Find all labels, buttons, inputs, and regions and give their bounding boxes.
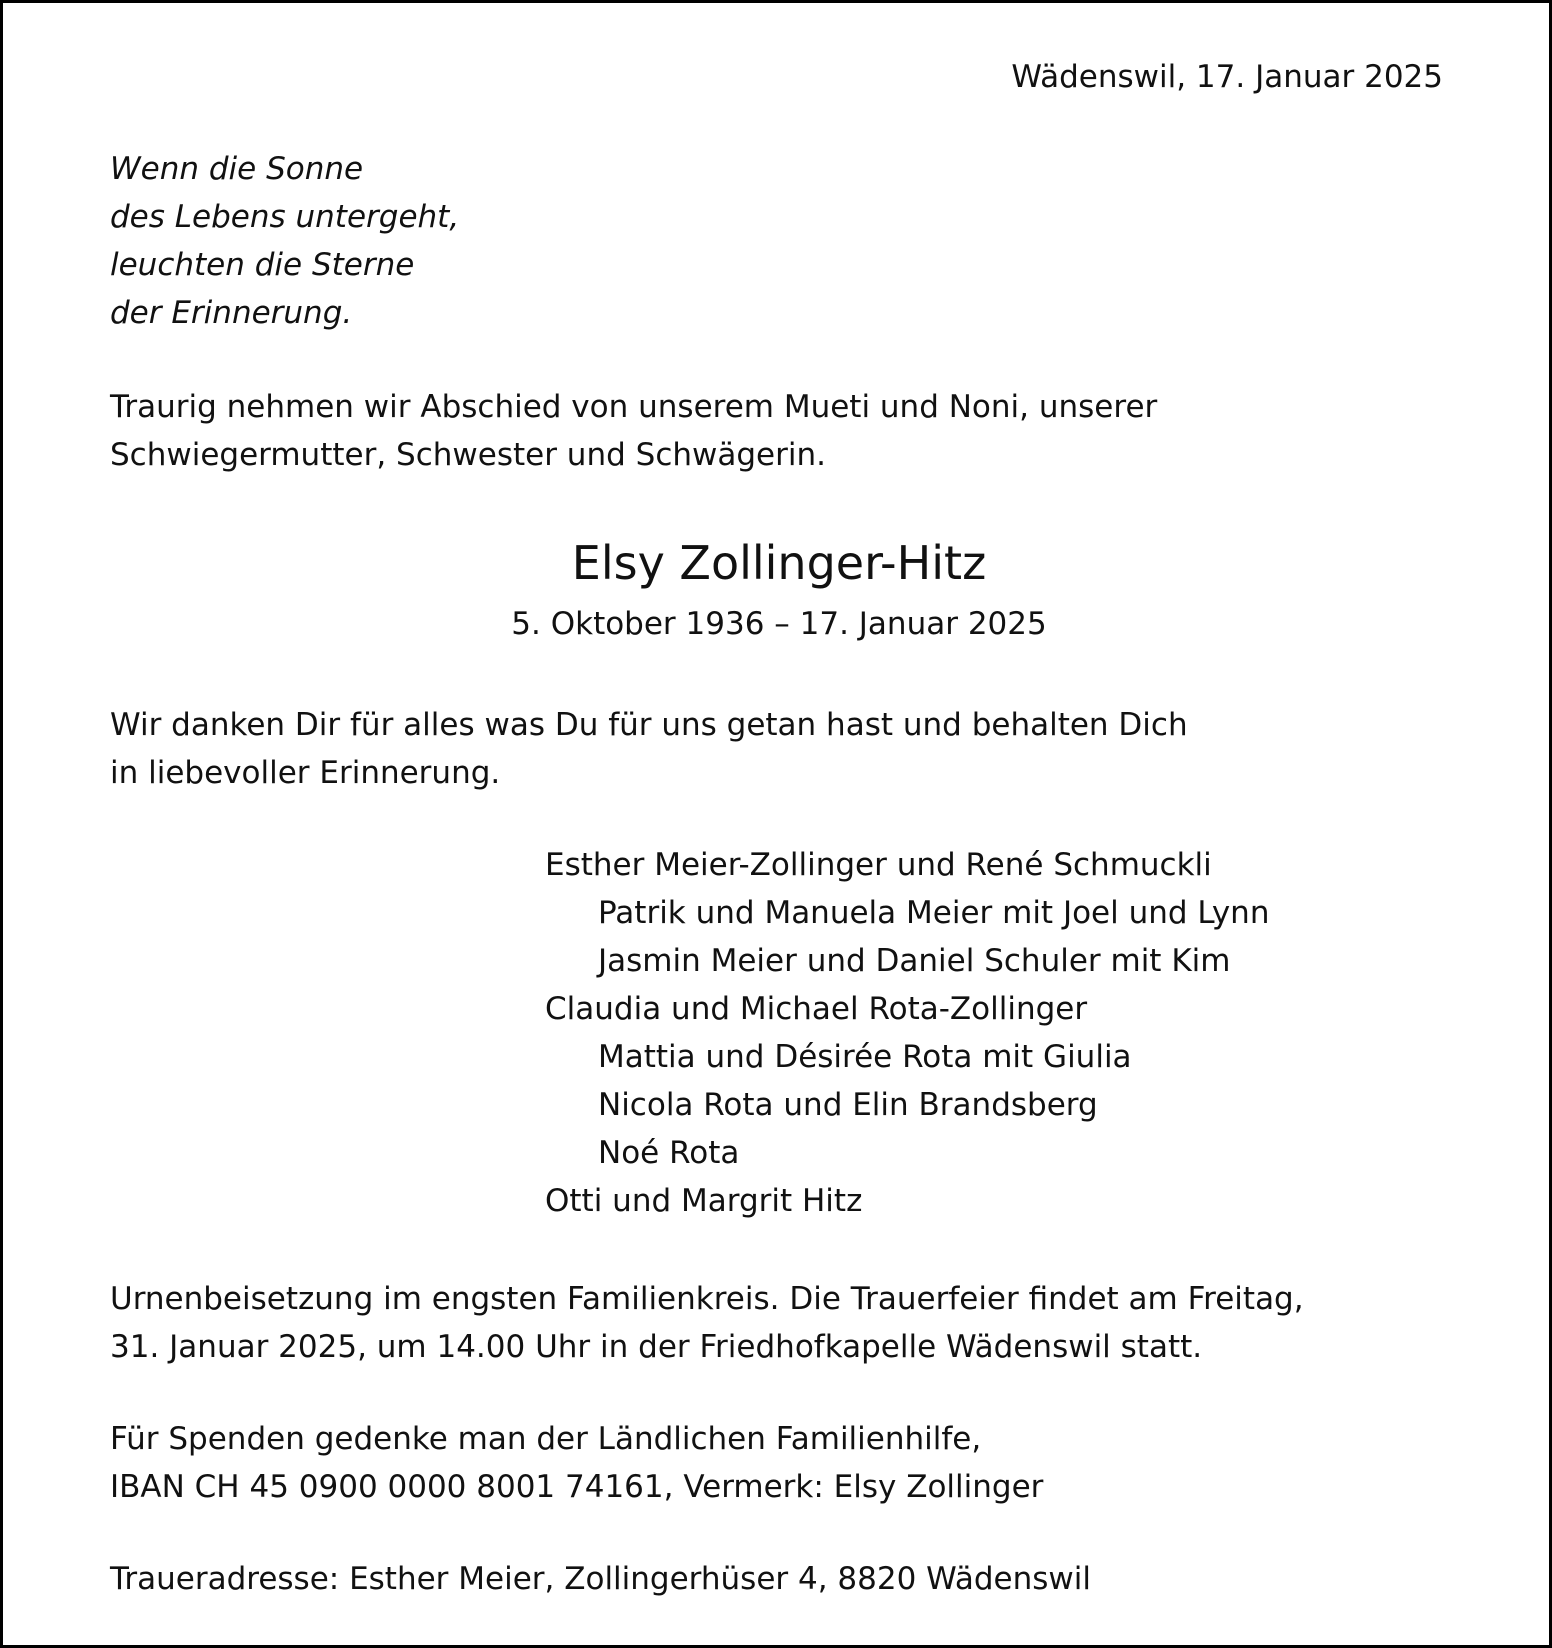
place-date: Wädenswil, 17. Januar 2025	[1011, 59, 1443, 95]
thanks-paragraph	[110, 701, 1188, 797]
service-line: Urnenbeisetzung im engsten Familienkreis. Die Trauerfeier findet am Freitag,	[110, 1281, 1304, 1317]
mourner-entry-indented: Patrik und Manuela Meier mit Joel und Lynn	[598, 895, 1270, 931]
mourner-entry: Esther Meier-Zollinger und René Schmuckli	[545, 847, 1212, 883]
intro-line: Traurig nehmen wir Abschied von unserem Mueti und Noni, unserer	[110, 389, 1158, 425]
service-line: 31. Januar 2025, um 14.00 Uhr in der Friedhofkapelle Wädenswil statt.	[110, 1329, 1203, 1365]
mourner-entry-indented: Mattia und Désirée Rota mit Giulia	[598, 1039, 1132, 1075]
poem-line: des Lebens untergeht,	[110, 199, 460, 235]
poem-line: der Erinnerung.	[110, 295, 353, 331]
donation-info	[110, 1415, 1043, 1511]
mourner-entry-indented: Noé Rota	[598, 1135, 740, 1171]
donation-line: Für Spenden gedenke man der Ländlichen Familienhilfe,	[110, 1421, 982, 1457]
mourner-entry-indented: Nicola Rota und Elin Brandsberg	[598, 1087, 1098, 1123]
donation-line: IBAN CH 45 0900 0000 8001 74161, Vermerk: Elsy Zollinger	[110, 1469, 1044, 1505]
mourning-address: Traueradresse: Esther Meier, Zollingerhüser 4, 8820 Wädenswil	[110, 1561, 1091, 1597]
deceased-name: Elsy Zollinger-Hitz	[571, 536, 987, 590]
thanks-line: Wir danken Dir für alles was Du für uns getan hast und behalten Dich	[110, 707, 1188, 743]
service-info	[110, 1275, 1304, 1371]
mourners-list	[545, 841, 1269, 1225]
mourner-entry: Claudia und Michael Rota-Zollinger	[545, 991, 1088, 1027]
intro-paragraph	[110, 383, 1157, 479]
thanks-line: in liebevoller Erinnerung.	[110, 755, 501, 791]
mourner-entry: Otti und Margrit Hitz	[545, 1183, 863, 1219]
poem	[110, 145, 459, 337]
mourner-entry-indented: Jasmin Meier und Daniel Schuler mit Kim	[598, 943, 1231, 979]
intro-line: Schwiegermutter, Schwester und Schwägerin.	[110, 437, 826, 473]
life-dates: 5. Oktober 1936 – 17. Januar 2025	[511, 606, 1047, 642]
poem-line: leuchten die Sterne	[110, 247, 415, 283]
poem-line: Wenn die Sonne	[110, 151, 364, 187]
